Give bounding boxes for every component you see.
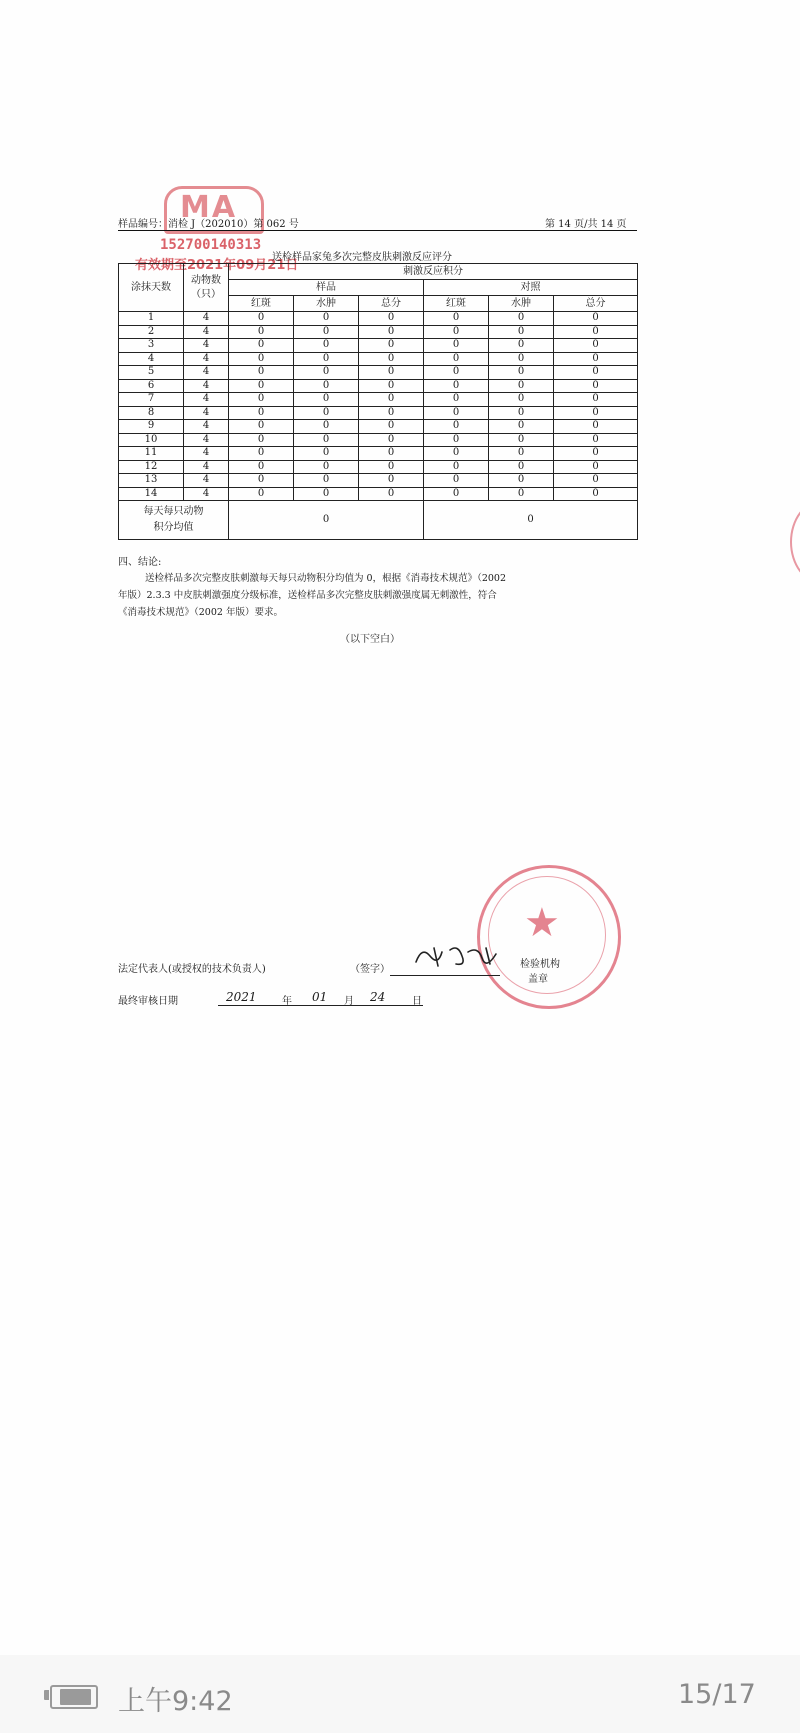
score-cell: 0 (424, 393, 489, 407)
score-cell: 0 (489, 352, 554, 366)
score-cell: 0 (229, 312, 294, 326)
score-cell: 0 (424, 339, 489, 353)
animals-cell: 4 (184, 312, 229, 326)
score-cell: 0 (359, 474, 424, 488)
score-cell: 0 (359, 433, 424, 447)
score-cell: 0 (294, 393, 359, 407)
header-irritation-score: 刺激反应积分 (229, 264, 638, 280)
score-cell: 0 (424, 474, 489, 488)
animals-cell: 4 (184, 393, 229, 407)
animals-cell: 4 (184, 420, 229, 434)
table-row (119, 474, 638, 488)
score-cell: 0 (294, 312, 359, 326)
score-cell: 0 (489, 366, 554, 380)
animals-cell: 4 (184, 352, 229, 366)
score-cell: 0 (424, 379, 489, 393)
header-animals (184, 264, 229, 312)
score-cell: 0 (554, 325, 638, 339)
certificate-number-stamp: 152700140313 (160, 237, 262, 253)
conclusion-heading: 四、结论: (118, 557, 162, 568)
table-row (119, 352, 638, 366)
header-animals-line1: 动物数 (191, 274, 221, 286)
blank-below-note: （以下空白） (340, 634, 400, 645)
signature-line (390, 975, 500, 976)
score-cell: 0 (554, 352, 638, 366)
sample-number: 样品编号：消检 J（202010）第 062 号 (118, 219, 299, 230)
animals-cell: 4 (184, 406, 229, 420)
score-cell: 0 (489, 339, 554, 353)
day-cell: 5 (119, 366, 184, 380)
review-month: 01 (312, 990, 328, 1004)
score-cell: 0 (359, 312, 424, 326)
table-row (119, 420, 638, 434)
score-cell: 0 (294, 339, 359, 353)
score-cell: 0 (359, 460, 424, 474)
day-cell: 13 (119, 474, 184, 488)
page-indicator[interactable]: 15/17 (678, 1679, 756, 1710)
battery-cap (44, 1690, 49, 1700)
table-row (119, 406, 638, 420)
score-cell: 0 (489, 447, 554, 461)
animals-cell: 4 (184, 325, 229, 339)
subheader-cell: 总分 (359, 296, 424, 312)
score-cell: 0 (359, 352, 424, 366)
conclusion-line-2: 年版）2.3.3 中皮肤刺激强度分级标准，送检样品多次完整皮肤刺激强度属无刺激性，符合 (118, 590, 497, 601)
score-cell: 0 (294, 460, 359, 474)
score-cell: 0 (489, 312, 554, 326)
subheader-cell: 水肿 (294, 296, 359, 312)
animals-cell: 4 (184, 433, 229, 447)
score-cell: 0 (359, 487, 424, 501)
table-caption: 送检样品家兔多次完整皮肤刺激反应评分 (272, 252, 452, 263)
score-cell: 0 (294, 406, 359, 420)
score-cell: 0 (554, 312, 638, 326)
average-label-line1: 每天每只动物 (143, 506, 204, 517)
signature-hint: （签字） (350, 964, 390, 975)
header-sample: 样品 (229, 280, 424, 296)
score-cell: 0 (424, 366, 489, 380)
score-cell: 0 (489, 420, 554, 434)
score-cell: 0 (424, 352, 489, 366)
score-cell: 0 (229, 339, 294, 353)
subheader-cell: 红斑 (229, 296, 294, 312)
score-cell: 0 (554, 447, 638, 461)
average-control: 0 (424, 501, 638, 540)
score-cell: 0 (229, 474, 294, 488)
score-cell: 0 (294, 447, 359, 461)
score-cell: 0 (359, 406, 424, 420)
score-cell: 0 (424, 460, 489, 474)
score-cell: 0 (359, 339, 424, 353)
day-cell: 1 (119, 312, 184, 326)
score-cell: 0 (424, 406, 489, 420)
day-cell: 4 (119, 352, 184, 366)
score-cell: 0 (229, 325, 294, 339)
score-cell: 0 (229, 352, 294, 366)
header-control: 对照 (424, 280, 638, 296)
clock: 上午9:42 (118, 1686, 233, 1717)
average-sample: 0 (229, 501, 424, 540)
score-cell: 0 (229, 393, 294, 407)
review-day: 24 (370, 990, 386, 1004)
score-cell: 0 (489, 460, 554, 474)
edge-seal-fragment (790, 500, 800, 584)
score-cell: 0 (294, 379, 359, 393)
month-label: 月 (344, 996, 354, 1007)
seal-label-line2: 盖章 (528, 974, 548, 985)
animals-cell: 4 (184, 460, 229, 474)
table-row (119, 339, 638, 353)
score-cell: 0 (554, 420, 638, 434)
table-row (119, 433, 638, 447)
score-cell: 0 (294, 325, 359, 339)
day-cell: 2 (119, 325, 184, 339)
day-cell: 6 (119, 379, 184, 393)
subheader-cell: 水肿 (489, 296, 554, 312)
score-cell: 0 (229, 366, 294, 380)
day-label: 日 (412, 996, 422, 1007)
score-cell: 0 (229, 460, 294, 474)
score-cell: 0 (554, 460, 638, 474)
animals-cell: 4 (184, 487, 229, 501)
table-row (119, 325, 638, 339)
table-row (119, 447, 638, 461)
table-row (119, 366, 638, 380)
score-cell: 0 (294, 487, 359, 501)
validity-stamp: 有效期至2021年09月21日 (135, 258, 299, 273)
animals-cell: 4 (184, 379, 229, 393)
score-cell: 0 (424, 487, 489, 501)
animals-cell: 4 (184, 447, 229, 461)
table-row (119, 312, 638, 326)
score-cell: 0 (489, 406, 554, 420)
header-days: 涂抹天数 (119, 264, 184, 312)
day-cell: 12 (119, 460, 184, 474)
page-number: 第 14 页/共 14 页 (545, 219, 627, 230)
score-cell: 0 (229, 420, 294, 434)
score-cell: 0 (424, 447, 489, 461)
ma-stamp-mark: MA (180, 190, 238, 225)
subheader-cell: 红斑 (424, 296, 489, 312)
score-cell: 0 (489, 379, 554, 393)
score-cell: 0 (294, 352, 359, 366)
score-cell: 0 (554, 393, 638, 407)
header-animals-line2: （只） (191, 288, 221, 300)
score-cell: 0 (424, 312, 489, 326)
table-row (119, 379, 638, 393)
irritation-score-table (118, 263, 638, 540)
score-cell: 0 (554, 474, 638, 488)
score-cell: 0 (554, 433, 638, 447)
day-cell: 9 (119, 420, 184, 434)
seal-label-line1: 检验机构 (520, 959, 560, 970)
score-cell: 0 (489, 487, 554, 501)
handwritten-signature (412, 942, 507, 970)
score-cell: 0 (489, 474, 554, 488)
score-cell: 0 (554, 406, 638, 420)
day-cell: 14 (119, 487, 184, 501)
average-label (119, 501, 229, 540)
day-cell: 7 (119, 393, 184, 407)
battery-icon (50, 1685, 98, 1709)
table-row (119, 487, 638, 501)
score-cell: 0 (359, 379, 424, 393)
score-cell: 0 (554, 487, 638, 501)
score-cell: 0 (359, 366, 424, 380)
score-cell: 0 (554, 379, 638, 393)
score-cell: 0 (294, 433, 359, 447)
score-cell: 0 (554, 339, 638, 353)
score-cell: 0 (424, 420, 489, 434)
score-cell: 0 (359, 393, 424, 407)
score-cell: 0 (294, 474, 359, 488)
score-cell: 0 (489, 325, 554, 339)
animals-cell: 4 (184, 339, 229, 353)
table-row (119, 460, 638, 474)
score-cell: 0 (359, 325, 424, 339)
final-review-date-label: 最终审核日期 (118, 996, 178, 1007)
animals-cell: 4 (184, 366, 229, 380)
day-cell: 3 (119, 339, 184, 353)
score-cell: 0 (229, 447, 294, 461)
score-cell: 0 (229, 487, 294, 501)
year-label: 年 (282, 996, 292, 1007)
day-cell: 8 (119, 406, 184, 420)
score-cell: 0 (489, 393, 554, 407)
average-label-line2: 积分均值 (153, 522, 194, 533)
score-cell: 0 (229, 406, 294, 420)
day-cell: 11 (119, 447, 184, 461)
table-row (119, 393, 638, 407)
animals-cell: 4 (184, 474, 229, 488)
score-cell: 0 (229, 433, 294, 447)
score-cell: 0 (489, 433, 554, 447)
score-cell: 0 (554, 366, 638, 380)
score-cell: 0 (294, 366, 359, 380)
score-cell: 0 (424, 325, 489, 339)
subheader-cell: 总分 (554, 296, 638, 312)
score-cell: 0 (359, 447, 424, 461)
score-cell: 0 (359, 420, 424, 434)
date-underline (218, 1005, 423, 1006)
conclusion-line-3: 《消毒技术规范》（2002 年版）要求。 (118, 607, 283, 618)
review-year: 2021 (226, 990, 257, 1004)
score-cell: 0 (294, 420, 359, 434)
legal-representative-label: 法定代表人(或授权的技术负责人) (118, 964, 266, 975)
header-rule (118, 230, 637, 231)
day-cell: 10 (119, 433, 184, 447)
score-cell: 0 (229, 379, 294, 393)
seal-star-icon: ★ (524, 900, 560, 946)
conclusion-line-1: 送检样品多次完整皮肤刺激每天每只动物积分均值为 0，根据《消毒技术规范》（2002 (145, 573, 506, 584)
score-cell: 0 (424, 433, 489, 447)
